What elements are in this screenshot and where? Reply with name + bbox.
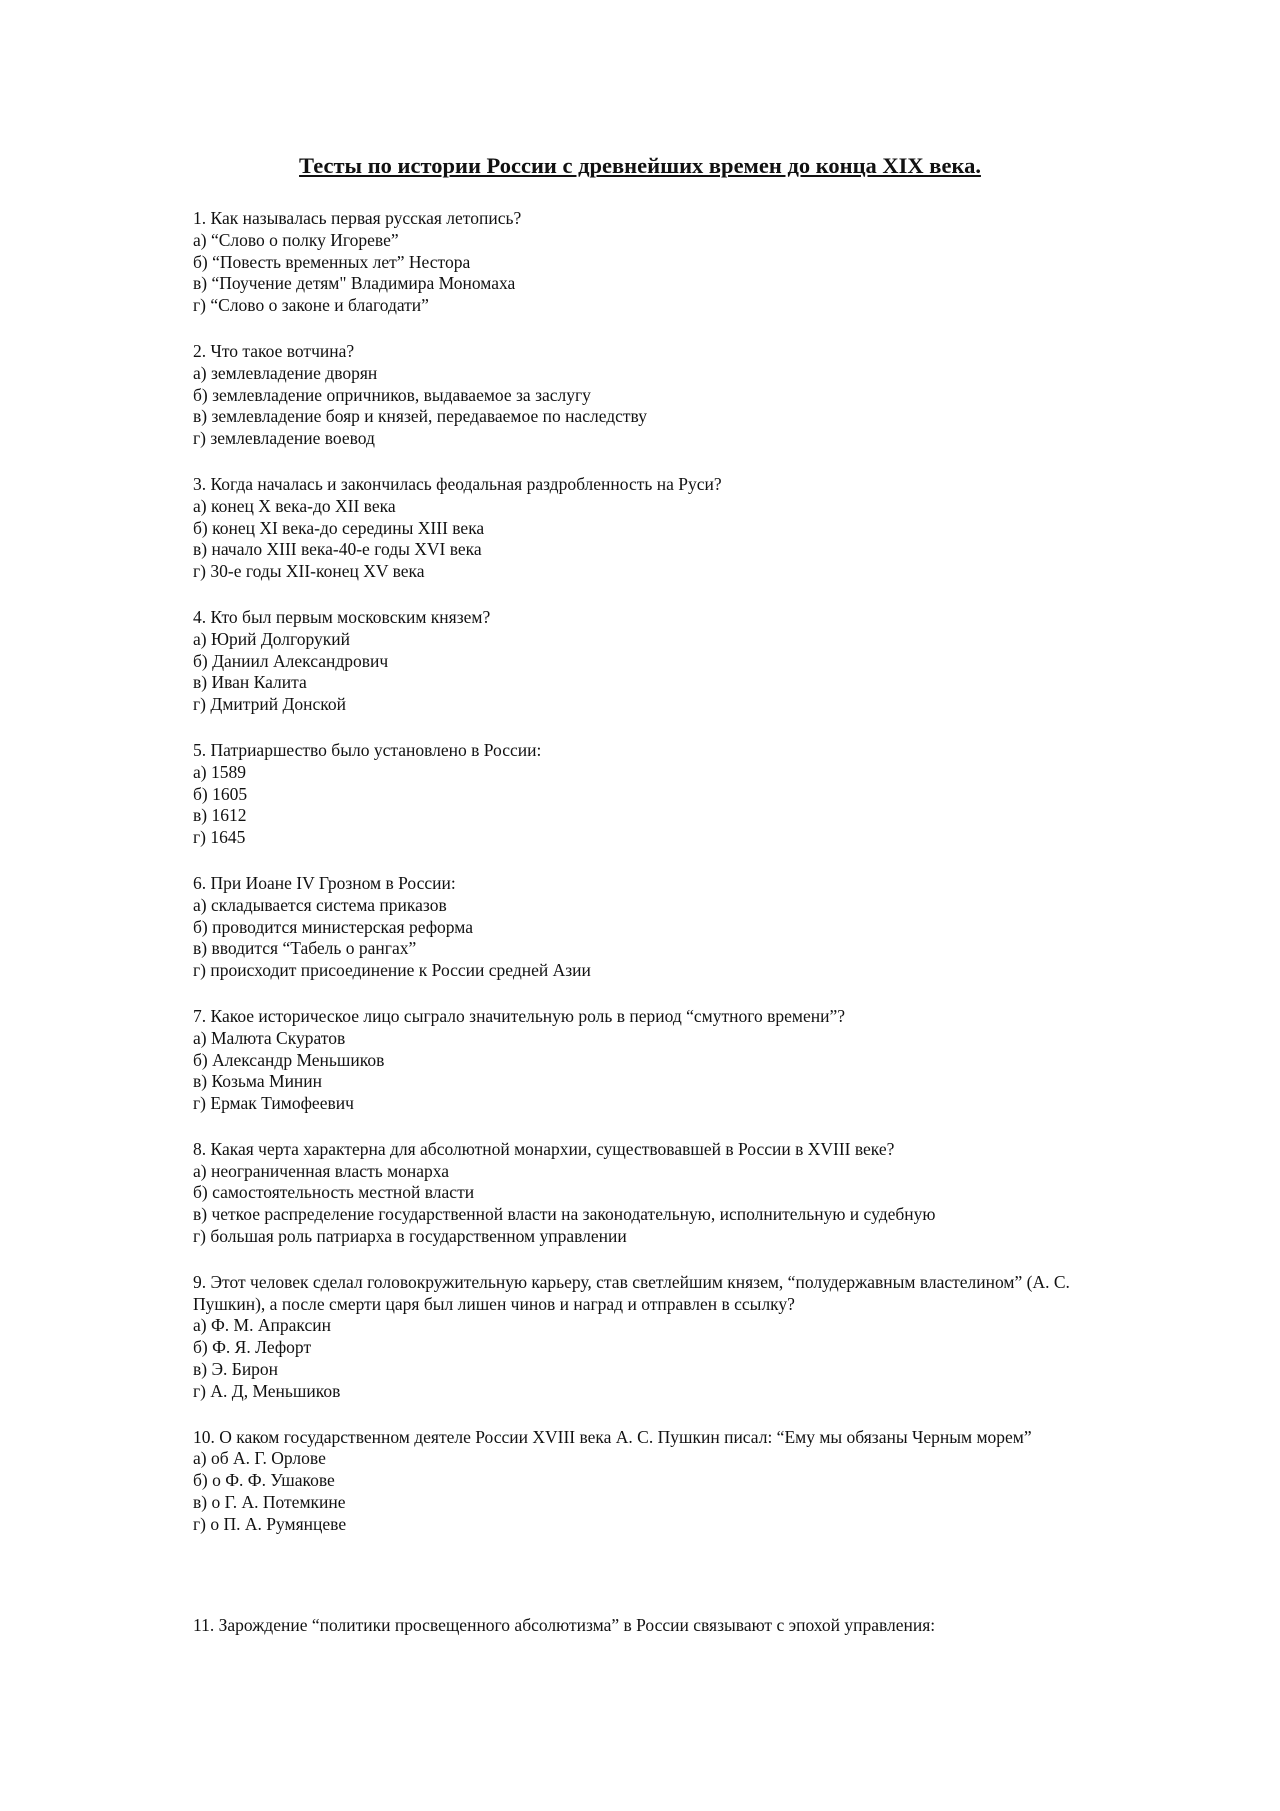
- answer-option-d: г) Дмитрий Донской: [193, 694, 347, 715]
- answer-option-b: б) самостоятельность местной власти: [193, 1182, 475, 1203]
- answer-option-a: а) землевладение дворян: [193, 362, 378, 383]
- answer-option-b: б) Александр Меньшиков: [193, 1049, 385, 1070]
- question-text: 9. Этот человек сделал головокружительную карьеру, став светлейшим князем, “полудержавным властелином” (А. С. Пушкин), а после смерти царя был лишен чинов и наград и отправлен в ссылку?: [193, 1271, 1070, 1314]
- question-text: 6. При Иоане IV Грозном в России:: [193, 872, 456, 893]
- question-6: [193, 873, 1073, 982]
- answer-option-c: в) о Г. А. Потемкине: [193, 1492, 346, 1513]
- answer-option-b: б) землевладение опричников, выдаваемое за заслугу: [193, 384, 591, 405]
- document-title: Тесты по истории России с древнейших времен до конца XIX века.: [299, 153, 981, 178]
- answer-option-c: в) Э. Бирон: [193, 1359, 279, 1380]
- question-text: 7. Какое историческое лицо сыграло значительную роль в период “смутного времени”?: [193, 1005, 846, 1026]
- question-5: [193, 740, 1073, 849]
- answer-option-a: а) “Слово о полку Игореве”: [193, 229, 399, 250]
- answer-option-c: в) Иван Калита: [193, 672, 307, 693]
- question-10: [193, 1427, 1073, 1536]
- answer-option-d: г) “Слово о законе и благодати”: [193, 295, 429, 316]
- answer-option-c: в) Козьма Минин: [193, 1071, 323, 1092]
- question-text: 8. Какая черта характерна для абсолютной монархии, существовавшей в России в XVIII веке?: [193, 1138, 895, 1159]
- answer-option-d: г) А. Д, Меньшиков: [193, 1380, 341, 1401]
- question-1: [193, 208, 1073, 317]
- answer-option-a: а) конец X века-до XII века: [193, 495, 396, 516]
- answer-option-a: а) 1589: [193, 761, 246, 782]
- answer-option-a: а) Малюта Скуратов: [193, 1027, 346, 1048]
- question-text: 10. О каком государственном деятеле России XVIII века А. С. Пушкин писал: “Ему мы обязаны Черным морем”: [193, 1426, 1032, 1447]
- answer-option-d: г) Ермак Тимофеевич: [193, 1093, 354, 1114]
- answer-option-a: а) об А. Г. Орлове: [193, 1448, 326, 1469]
- answer-option-c: в) начало XIII века-40-е годы XVI века: [193, 539, 482, 560]
- questions-list: [193, 208, 1073, 1636]
- question-text: 2. Что такое вотчина?: [193, 340, 355, 361]
- answer-option-c: в) четкое распределение государственной власти на законодательную, исполнительную и судебную: [193, 1204, 936, 1225]
- answer-option-d: г) землевладение воевод: [193, 428, 375, 449]
- answer-option-a: а) Ф. М. Апраксин: [193, 1315, 331, 1336]
- question-9: [193, 1272, 1073, 1403]
- question-4: [193, 607, 1073, 716]
- answer-option-a: а) складывается система приказов: [193, 894, 447, 915]
- answer-option-b: б) “Повесть временных лет” Нестора: [193, 251, 471, 272]
- answer-option-b: б) конец XI века-до середины XIII века: [193, 517, 485, 538]
- answer-option-b: б) 1605: [193, 783, 248, 804]
- question-text: 1. Как называлась первая русская летопись?: [193, 208, 522, 228]
- question-11: [193, 1615, 1073, 1637]
- answer-option-d: г) большая роль патриарха в государственном управлении: [193, 1226, 627, 1247]
- question-2: [193, 341, 1073, 450]
- answer-option-b: б) о Ф. Ф. Ушакове: [193, 1470, 335, 1491]
- question-8: [193, 1139, 1073, 1248]
- answer-option-d: г) происходит присоединение к России средней Азии: [193, 960, 591, 981]
- answer-option-b: б) Ф. Я. Лефорт: [193, 1337, 312, 1358]
- answer-option-d: г) 1645: [193, 827, 246, 848]
- question-7: [193, 1006, 1073, 1115]
- answer-option-b: б) проводится министерская реформа: [193, 916, 474, 937]
- answer-option-c: в) 1612: [193, 805, 247, 826]
- question-text: 11. Зарождение “политики просвещенного абсолютизма” в России связывают с эпохой управления:: [193, 1614, 936, 1635]
- question-3: [193, 474, 1073, 583]
- answer-option-c: в) “Поучение детям" Владимира Мономаха: [193, 273, 516, 294]
- question-text: 3. Когда началась и закончилась феодальная раздробленность на Руси?: [193, 473, 722, 494]
- answer-option-a: а) Юрий Долгорукий: [193, 628, 350, 649]
- answer-option-c: в) землевладение бояр и князей, передаваемое по наследству: [193, 406, 647, 427]
- answer-option-a: а) неограниченная власть монарха: [193, 1160, 450, 1181]
- answer-option-d: г) о П. А. Румянцеве: [193, 1513, 347, 1534]
- answer-option-d: г) 30-е годы XII-конец XV века: [193, 561, 425, 582]
- answer-option-b: б) Даниил Александрович: [193, 650, 389, 671]
- question-text: 4. Кто был первым московским князем?: [193, 606, 491, 627]
- answer-option-c: в) вводится “Табель о рангах”: [193, 938, 417, 959]
- question-text: 5. Патриаршество было установлено в России:: [193, 739, 542, 760]
